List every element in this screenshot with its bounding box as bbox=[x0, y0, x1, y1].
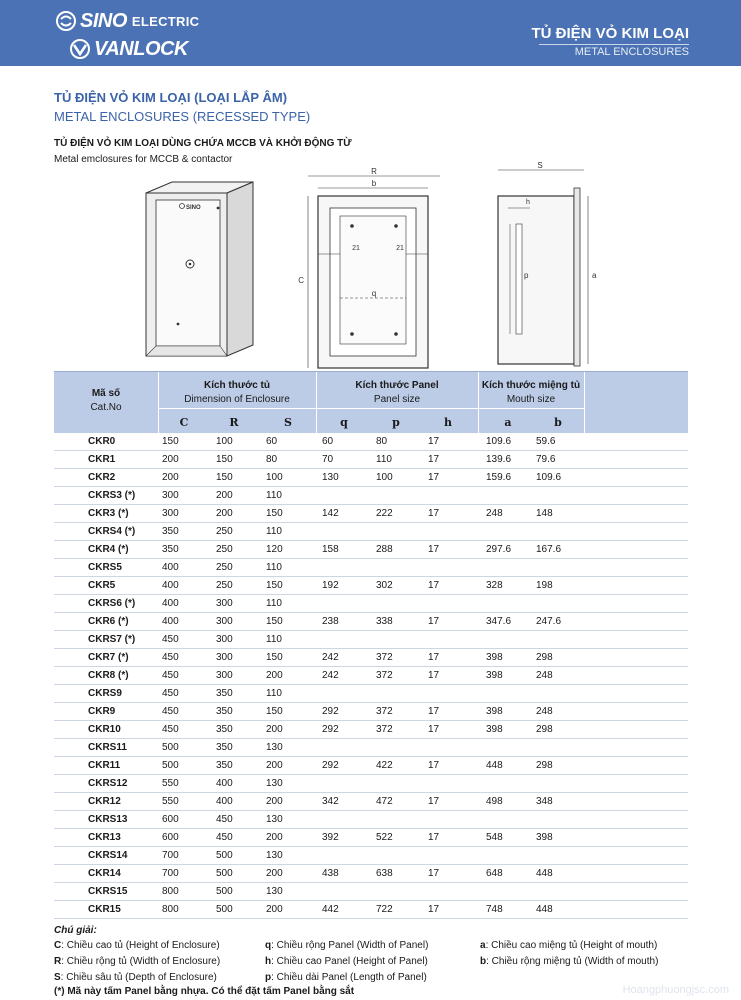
cell-S: 130 bbox=[266, 886, 283, 897]
cell-R: 400 bbox=[216, 778, 233, 789]
cell-a: 398 bbox=[486, 670, 503, 681]
vanlock-logo bbox=[70, 37, 188, 61]
cell-C: 200 bbox=[162, 454, 179, 465]
cell-C: 450 bbox=[162, 634, 179, 645]
cell-b: 298 bbox=[536, 760, 553, 771]
brand-sino: SINO bbox=[80, 9, 127, 32]
cell-h: 17 bbox=[428, 796, 440, 807]
cell-b: 448 bbox=[536, 904, 553, 915]
cell-S: 110 bbox=[266, 562, 282, 573]
cell-a: 159.6 bbox=[486, 472, 512, 483]
table-row bbox=[54, 523, 688, 541]
cell-R: 300 bbox=[216, 616, 233, 627]
table-row bbox=[54, 559, 688, 577]
cell-R: 300 bbox=[216, 634, 233, 645]
cell-q: 292 bbox=[322, 760, 339, 771]
cell-q: 142 bbox=[322, 508, 339, 519]
cell-C: 500 bbox=[162, 742, 179, 753]
cell-cat-no: CKR0 bbox=[88, 436, 116, 447]
enclosure-3d-drawing bbox=[146, 182, 253, 356]
note-item: a: Chiều cao miệng tủ (Height of mouth) bbox=[480, 940, 658, 951]
cell-C: 550 bbox=[162, 778, 179, 789]
cell-R: 500 bbox=[216, 886, 233, 897]
cell-h: 17 bbox=[428, 616, 440, 627]
cell-b: 198 bbox=[536, 580, 553, 591]
cell-q: 342 bbox=[322, 796, 339, 807]
section-title-en: METAL ENCLOSURES (RECESSED TYPE) bbox=[54, 109, 311, 124]
cell-cat-no: CKRS4 (*) bbox=[88, 526, 136, 537]
table-row bbox=[54, 847, 688, 865]
subsection-title-en: Metal emclosures for MCCB & contactor bbox=[54, 154, 233, 165]
table-row bbox=[54, 901, 688, 919]
cell-cat-no: CKR4 (*) bbox=[88, 544, 129, 555]
cell-C: 800 bbox=[162, 886, 179, 897]
table-row bbox=[54, 829, 688, 847]
table-row bbox=[54, 613, 688, 631]
table-row bbox=[54, 541, 688, 559]
cell-C: 700 bbox=[162, 850, 179, 861]
cell-R: 250 bbox=[216, 580, 233, 591]
cell-p: 80 bbox=[376, 436, 388, 447]
cell-p: 222 bbox=[376, 508, 393, 519]
note-item: R: Chiều rộng tủ (Width of Enclosure) bbox=[54, 956, 221, 967]
cell-R: 200 bbox=[216, 508, 233, 519]
cell-C: 450 bbox=[162, 724, 179, 735]
table-row bbox=[54, 433, 688, 451]
cell-b: 59.6 bbox=[536, 436, 556, 447]
cell-a: 498 bbox=[486, 796, 503, 807]
cell-R: 150 bbox=[216, 454, 233, 465]
brand-electric: ELECTRIC bbox=[131, 13, 200, 29]
cell-a: 248 bbox=[486, 508, 503, 519]
cell-R: 200 bbox=[216, 490, 233, 501]
cell-C: 600 bbox=[162, 832, 179, 843]
cell-b: 398 bbox=[536, 832, 553, 843]
cell-h: 17 bbox=[428, 868, 440, 879]
cell-q: 158 bbox=[322, 544, 339, 555]
cell-R: 250 bbox=[216, 544, 233, 555]
header-divider bbox=[539, 44, 689, 45]
label-b: b bbox=[371, 179, 377, 188]
cell-q: 438 bbox=[322, 868, 339, 879]
table-row bbox=[54, 757, 688, 775]
cell-q: 292 bbox=[322, 724, 339, 735]
cell-q: 60 bbox=[322, 436, 334, 447]
header-subtitle: METAL ENCLOSURES bbox=[574, 46, 689, 58]
cell-h: 17 bbox=[428, 652, 440, 663]
cell-R: 450 bbox=[216, 814, 233, 825]
header-cat: Mã số Cat.No bbox=[90, 388, 122, 413]
cell-b: 298 bbox=[536, 724, 553, 735]
cell-R: 250 bbox=[216, 526, 233, 537]
cell-R: 500 bbox=[216, 850, 233, 861]
table-row bbox=[54, 865, 688, 883]
cell-S: 120 bbox=[266, 544, 283, 555]
cell-q: 70 bbox=[322, 454, 334, 465]
sino-emblem-icon bbox=[56, 11, 76, 31]
cell-cat-no: CKR2 bbox=[88, 472, 116, 483]
cell-p: 472 bbox=[376, 796, 393, 807]
cell-p: 372 bbox=[376, 706, 393, 717]
col-S: S bbox=[284, 416, 292, 429]
cell-h: 17 bbox=[428, 472, 440, 483]
cell-C: 550 bbox=[162, 796, 179, 807]
cell-q: 442 bbox=[322, 904, 339, 915]
cell-R: 350 bbox=[216, 706, 233, 717]
cell-h: 17 bbox=[428, 670, 440, 681]
cell-C: 400 bbox=[162, 580, 179, 591]
cell-C: 300 bbox=[162, 508, 179, 519]
header-mouth: Kích thước miệng tủ Mouth size bbox=[481, 380, 581, 405]
cell-S: 130 bbox=[266, 814, 283, 825]
label-C: C bbox=[298, 276, 304, 285]
cell-a: 648 bbox=[486, 868, 503, 879]
enclosure-drawings bbox=[130, 160, 610, 370]
table-body bbox=[54, 433, 688, 919]
cell-q: 392 bbox=[322, 832, 339, 843]
cell-a: 139.6 bbox=[486, 454, 512, 465]
cell-R: 150 bbox=[216, 472, 233, 483]
cell-p: 288 bbox=[376, 544, 393, 555]
cell-S: 110 bbox=[266, 688, 282, 699]
cell-cat-no: CKR13 bbox=[88, 832, 121, 843]
cell-b: 348 bbox=[536, 796, 553, 807]
cell-S: 60 bbox=[266, 436, 278, 447]
cell-cat-no: CKRS7 (*) bbox=[88, 634, 136, 645]
cell-b: 148 bbox=[536, 508, 553, 519]
cell-S: 200 bbox=[266, 670, 283, 681]
cell-R: 500 bbox=[216, 868, 233, 879]
dimension-table bbox=[54, 371, 688, 919]
cell-R: 250 bbox=[216, 562, 233, 573]
table-row bbox=[54, 595, 688, 613]
header-panel: Kích thước Panel Panel size bbox=[355, 380, 439, 405]
cell-S: 150 bbox=[266, 508, 283, 519]
cell-C: 400 bbox=[162, 616, 179, 627]
front-view-drawing bbox=[298, 167, 440, 368]
label-h: h bbox=[526, 199, 530, 206]
cell-R: 500 bbox=[216, 904, 233, 915]
cell-R: 300 bbox=[216, 670, 233, 681]
cell-h: 17 bbox=[428, 832, 440, 843]
cell-R: 350 bbox=[216, 688, 233, 699]
table-row bbox=[54, 685, 688, 703]
cell-p: 338 bbox=[376, 616, 393, 627]
cell-h: 17 bbox=[428, 580, 440, 591]
cell-b: 298 bbox=[536, 652, 553, 663]
cell-p: 638 bbox=[376, 868, 393, 879]
label-21-right: 21 bbox=[396, 245, 404, 252]
cell-R: 300 bbox=[216, 652, 233, 663]
col-q: q bbox=[340, 416, 348, 429]
cell-cat-no: CKRS15 bbox=[88, 886, 128, 897]
cell-a: 548 bbox=[486, 832, 503, 843]
cell-q: 242 bbox=[322, 652, 339, 663]
cell-cat-no: CKR8 (*) bbox=[88, 670, 129, 681]
cell-C: 450 bbox=[162, 652, 179, 663]
cell-p: 372 bbox=[376, 652, 393, 663]
side-view-drawing bbox=[498, 161, 597, 366]
cell-cat-no: CKR9 bbox=[88, 706, 116, 717]
cell-a: 398 bbox=[486, 652, 503, 663]
cell-h: 17 bbox=[428, 508, 440, 519]
cell-cat-no: CKR10 bbox=[88, 724, 121, 735]
vanlock-emblem-icon bbox=[70, 39, 90, 59]
cell-R: 100 bbox=[216, 436, 233, 447]
cell-C: 800 bbox=[162, 904, 179, 915]
cell-a: 398 bbox=[486, 706, 503, 717]
cell-q: 292 bbox=[322, 706, 339, 717]
cell-b: 247.6 bbox=[536, 616, 562, 627]
cell-b: 79.6 bbox=[536, 454, 556, 465]
cell-S: 130 bbox=[266, 850, 283, 861]
cell-S: 130 bbox=[266, 778, 283, 789]
cell-C: 450 bbox=[162, 706, 179, 717]
cell-h: 17 bbox=[428, 760, 440, 771]
notes-title: Chú giải: bbox=[54, 925, 97, 936]
table-row bbox=[54, 721, 688, 739]
table-row bbox=[54, 577, 688, 595]
cell-S: 130 bbox=[266, 742, 283, 753]
cell-a: 398 bbox=[486, 724, 503, 735]
cell-S: 200 bbox=[266, 796, 283, 807]
col-p: p bbox=[392, 416, 400, 429]
cell-a: 328 bbox=[486, 580, 503, 591]
table-row bbox=[54, 883, 688, 901]
cell-S: 110 bbox=[266, 634, 282, 645]
cell-cat-no: CKRS6 (*) bbox=[88, 598, 136, 609]
cell-R: 450 bbox=[216, 832, 233, 843]
cell-q: 192 bbox=[322, 580, 339, 591]
cell-b: 167.6 bbox=[536, 544, 562, 555]
cell-R: 300 bbox=[216, 598, 233, 609]
cell-C: 700 bbox=[162, 868, 179, 879]
cell-h: 17 bbox=[428, 436, 440, 447]
cell-a: 748 bbox=[486, 904, 503, 915]
cell-S: 100 bbox=[266, 472, 283, 483]
cell-C: 350 bbox=[162, 544, 179, 555]
cell-R: 350 bbox=[216, 724, 233, 735]
cell-cat-no: CKRS3 (*) bbox=[88, 490, 136, 501]
cell-q: 130 bbox=[322, 472, 339, 483]
cell-b: 248 bbox=[536, 670, 553, 681]
page-header bbox=[0, 0, 741, 66]
label-S: S bbox=[537, 161, 543, 170]
cell-cat-no: CKRS13 bbox=[88, 814, 128, 825]
table-row bbox=[54, 505, 688, 523]
cell-h: 17 bbox=[428, 904, 440, 915]
header-enclosure: Kích thước tủ Dimension of Enclosure bbox=[184, 380, 290, 405]
brand-vanlock: VANLOCK bbox=[94, 37, 188, 60]
cell-C: 500 bbox=[162, 760, 179, 771]
col-a: a bbox=[504, 416, 512, 429]
cell-h: 17 bbox=[428, 544, 440, 555]
notes-col-1 bbox=[54, 940, 220, 988]
cell-S: 110 bbox=[266, 598, 282, 609]
cell-S: 200 bbox=[266, 832, 283, 843]
table-row bbox=[54, 703, 688, 721]
cell-C: 450 bbox=[162, 670, 179, 681]
note-item: S: Chiều sâu tủ (Depth of Enclosure) bbox=[54, 972, 217, 983]
cell-p: 722 bbox=[376, 904, 393, 915]
table-row bbox=[54, 739, 688, 757]
label-a: a bbox=[592, 271, 597, 280]
cell-S: 150 bbox=[266, 652, 283, 663]
notes-col-3 bbox=[480, 940, 658, 972]
cell-S: 110 bbox=[266, 526, 282, 537]
cell-C: 400 bbox=[162, 598, 179, 609]
cell-C: 450 bbox=[162, 688, 179, 699]
cell-S: 200 bbox=[266, 760, 283, 771]
note-item: b: Chiều rộng miệng tủ (Width of mouth) bbox=[480, 956, 659, 967]
cell-cat-no: CKR6 (*) bbox=[88, 616, 129, 627]
label-R: R bbox=[371, 167, 377, 176]
cell-cat-no: CKR12 bbox=[88, 796, 121, 807]
cell-R: 350 bbox=[216, 760, 233, 771]
cell-C: 200 bbox=[162, 472, 179, 483]
table-row bbox=[54, 649, 688, 667]
table-row bbox=[54, 793, 688, 811]
cell-p: 522 bbox=[376, 832, 393, 843]
cell-cat-no: CKRS12 bbox=[88, 778, 128, 789]
cell-S: 200 bbox=[266, 724, 283, 735]
cell-S: 150 bbox=[266, 706, 283, 717]
cell-S: 150 bbox=[266, 616, 283, 627]
table-row bbox=[54, 469, 688, 487]
subsection-title-vn: TỦ ĐIỆN VỎ KIM LOẠI DÙNG CHỨA MCCB VÀ KHỞI ĐỘNG TỪ bbox=[54, 138, 352, 149]
watermark: Hoangphuongjsc.com bbox=[622, 984, 729, 996]
col-h: h bbox=[444, 416, 452, 429]
cell-C: 600 bbox=[162, 814, 179, 825]
cell-b: 248 bbox=[536, 706, 553, 717]
col-b: b bbox=[554, 416, 562, 429]
cell-q: 242 bbox=[322, 670, 339, 681]
cell-cat-no: CKR3 (*) bbox=[88, 508, 129, 519]
note-item: q: Chiều rộng Panel (Width of Panel) bbox=[265, 940, 429, 951]
col-C: C bbox=[179, 416, 189, 429]
cell-cat-no: CKRS14 bbox=[88, 850, 128, 861]
note-asterisk: (*) Mã này tấm Panel bằng nhựa. Có thể đặt tấm Panel bằng sắt bbox=[54, 986, 355, 997]
table-row bbox=[54, 451, 688, 469]
cell-C: 300 bbox=[162, 490, 179, 501]
table-row bbox=[54, 667, 688, 685]
cell-h: 17 bbox=[428, 454, 440, 465]
section-title-vn: TỦ ĐIỆN VỎ KIM LOẠI (LOẠI LẮP ÂM) bbox=[54, 90, 288, 105]
note-item: h: Chiều cao Panel (Height of Panel) bbox=[265, 956, 428, 967]
table-row bbox=[54, 811, 688, 829]
label-q: q bbox=[371, 289, 377, 298]
cell-cat-no: CKRS5 bbox=[88, 562, 122, 573]
cell-S: 150 bbox=[266, 580, 283, 591]
cell-b: 448 bbox=[536, 868, 553, 879]
cell-cat-no: CKR1 bbox=[88, 454, 116, 465]
cell-S: 80 bbox=[266, 454, 278, 465]
col-R: R bbox=[229, 416, 239, 429]
cell-b: 109.6 bbox=[536, 472, 562, 483]
cell-cat-no: CKR11 bbox=[88, 760, 121, 771]
table-row bbox=[54, 631, 688, 649]
note-item: p: Chiều dài Panel (Length of Panel) bbox=[265, 972, 427, 983]
enclosure-logo-text: SINO bbox=[186, 205, 201, 211]
cell-cat-no: CKRS9 bbox=[88, 688, 122, 699]
cell-a: 109.6 bbox=[486, 436, 512, 447]
sino-logo bbox=[56, 9, 199, 33]
cell-cat-no: CKR15 bbox=[88, 904, 121, 915]
cell-q: 238 bbox=[322, 616, 339, 627]
cell-S: 200 bbox=[266, 868, 283, 879]
table-row bbox=[54, 775, 688, 793]
table-row bbox=[54, 487, 688, 505]
cell-C: 400 bbox=[162, 562, 179, 573]
cell-p: 302 bbox=[376, 580, 393, 591]
cell-h: 17 bbox=[428, 724, 440, 735]
header-title: TỦ ĐIỆN VỎ KIM LOẠI bbox=[531, 25, 689, 42]
cell-a: 297.6 bbox=[486, 544, 512, 555]
note-item: C: Chiều cao tủ (Height of Enclosure) bbox=[54, 940, 220, 951]
table-header bbox=[54, 371, 688, 433]
cell-cat-no: CKR14 bbox=[88, 868, 121, 879]
cell-p: 372 bbox=[376, 670, 393, 681]
cell-C: 350 bbox=[162, 526, 179, 537]
cell-h: 17 bbox=[428, 706, 440, 717]
cell-R: 350 bbox=[216, 742, 233, 753]
cell-C: 150 bbox=[162, 436, 179, 447]
cell-a: 448 bbox=[486, 760, 503, 771]
cell-a: 347.6 bbox=[486, 616, 512, 627]
cell-p: 110 bbox=[376, 454, 392, 465]
cell-cat-no: CKR7 (*) bbox=[88, 652, 129, 663]
cell-R: 400 bbox=[216, 796, 233, 807]
label-p: p bbox=[524, 271, 529, 280]
cell-cat-no: CKR5 bbox=[88, 580, 116, 591]
notes-col-2 bbox=[265, 940, 428, 988]
cell-S: 200 bbox=[266, 904, 283, 915]
label-21-left: 21 bbox=[352, 245, 360, 252]
cell-p: 100 bbox=[376, 472, 393, 483]
cell-S: 110 bbox=[266, 490, 282, 501]
cell-p: 372 bbox=[376, 724, 393, 735]
cell-p: 422 bbox=[376, 760, 393, 771]
cell-cat-no: CKRS11 bbox=[88, 742, 127, 753]
